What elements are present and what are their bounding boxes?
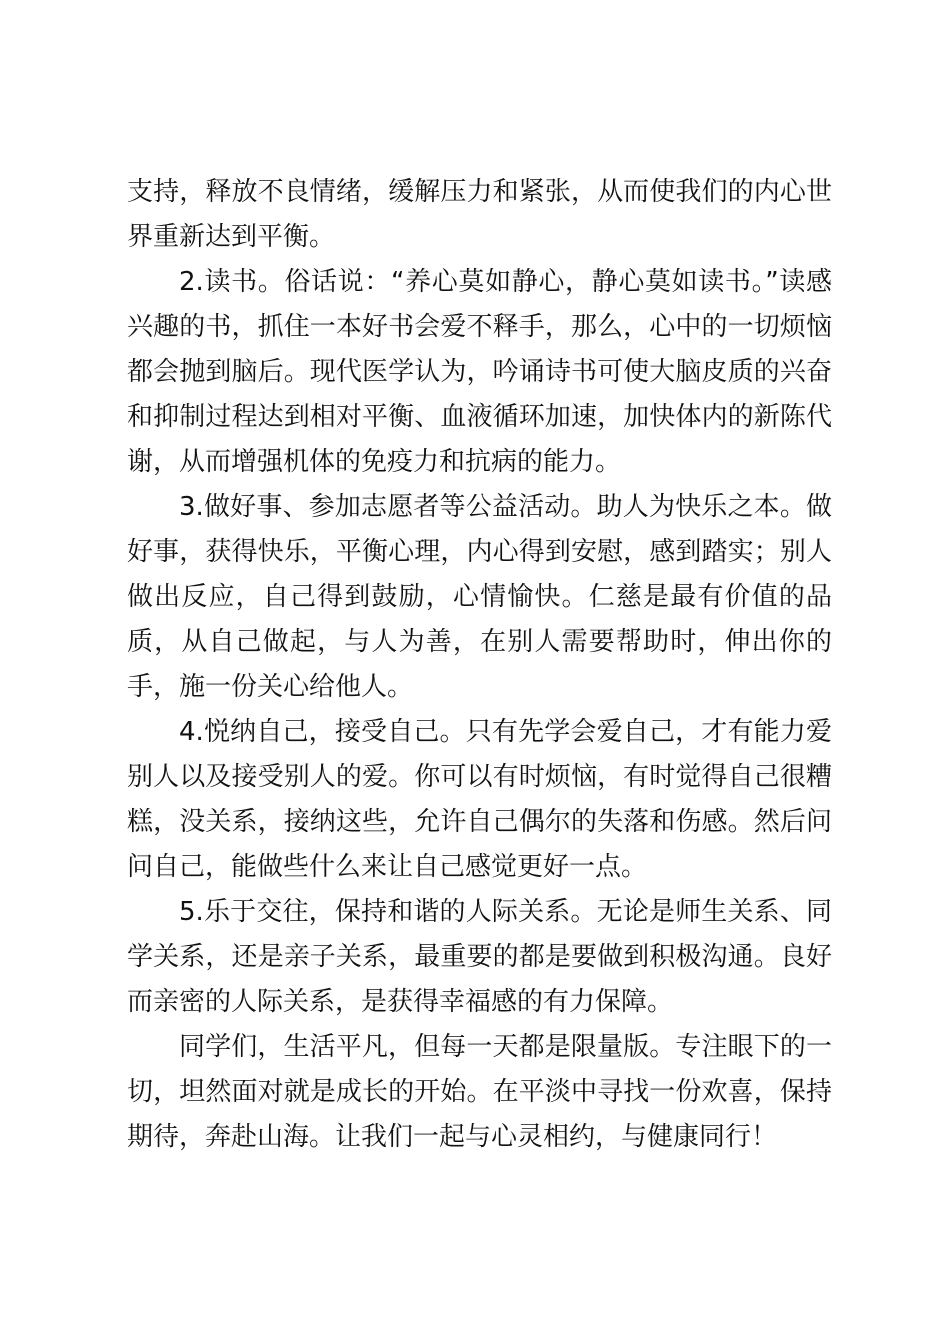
paragraph-volunteering: 3.做好事、参加志愿者等公益活动。助人为快乐之本。做好事，获得快乐，平衡心理，内心得到安慰，感到踏实；别人做出反应，自己得到鼓励，心情愉快。仁慈是最有价值的品质，从自己做起，与人为善，在别人需要帮助时，伸出你的手，施一份关心给他人。 xyxy=(127,492,832,702)
paragraph-relationships: 5.乐于交往，保持和谐的人际关系。无论是师生关系、同学关系，还是亲子关系，最重要的都是要做到积极沟通。良好而亲密的人际关系，是获得幸福感的有力保障。 xyxy=(127,897,832,1017)
paragraph-reading: 2.读书。俗话说：“养心莫如静心，静心莫如读书。”读感兴趣的书，抓住一本好书会爱不释手，那么，心中的一切烦恼都会抛到脑后。现代医学认为，吟诵诗书可使大脑皮质的兴奋和抑制过程达到相对平衡、血液循环加速，加快体内的新陈代谢，从而增强机体的免疫力和抗病的能力。 xyxy=(127,267,832,477)
paragraph-continuation: 支持，释放不良情绪，缓解压力和紧张，从而使我们的内心世界重新达到平衡。 xyxy=(127,177,832,252)
paragraph-self-acceptance: 4.悦纳自己，接受自己。只有先学会爱自己，才有能力爱别人以及接受别人的爱。你可以有时烦恼，有时觉得自己很糟糕，没关系，接纳这些，允许自己偶尔的失落和伤感。然后问问自己，能做些什么来让自己感觉更好一点。 xyxy=(127,717,832,882)
document-body xyxy=(127,170,832,1160)
paragraph-closing: 同学们，生活平凡，但每一天都是限量版。专注眼下的一切，坦然面对就是成长的开始。在平淡中寻找一份欢喜，保持期待，奔赴山海。让我们一起与心灵相约，与健康同行！ xyxy=(127,1032,832,1152)
